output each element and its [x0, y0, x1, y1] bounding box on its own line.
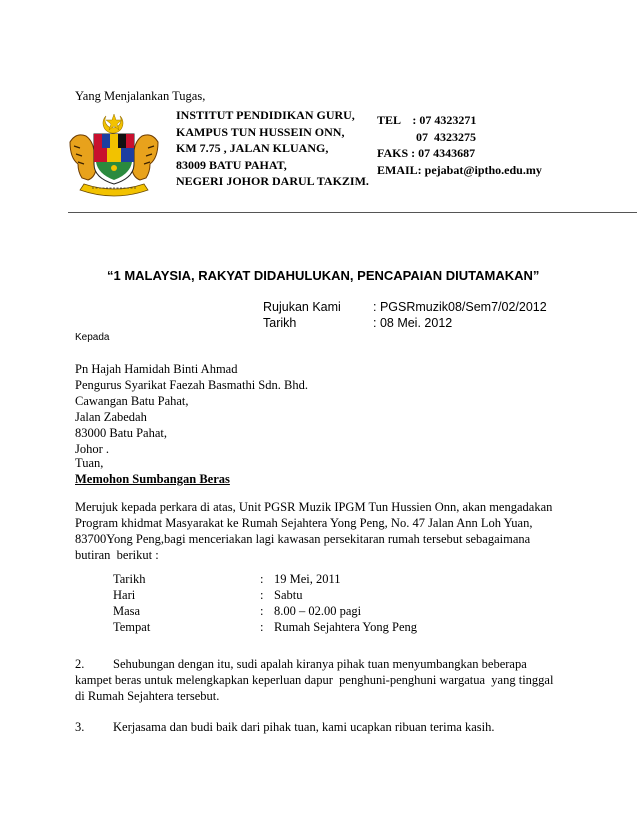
paragraph-line: di Rumah Sejahtera tersebut.	[75, 689, 220, 703]
detail-label: Tempat	[113, 620, 151, 634]
malaysia-coat-of-arms-icon	[62, 112, 166, 198]
greeting: Yang Menjalankan Tugas,	[75, 89, 206, 103]
event-details	[113, 571, 417, 635]
subject-line: Memohon Sumbangan Beras	[75, 472, 230, 486]
paragraph-line: 83700Yong Peng,bagi menceriakan lagi kawasan persekitaran rumah tersebut sebagaimana	[75, 532, 531, 546]
reference-row	[263, 299, 547, 315]
paragraph-2	[75, 656, 553, 704]
institution-line: INSTITUT PENDIDIKAN GURU,	[176, 108, 355, 122]
slogan: “1 MALAYSIA, RAKYAT DIDAHULUKAN, PENCAPAIAN DIUTAMAKAN”	[107, 268, 540, 283]
institution-line: NEGERI JOHOR DARUL TAKZIM.	[176, 174, 369, 188]
institution-line: KAMPUS TUN HUSSEIN ONN,	[176, 124, 345, 139]
detail-value: Sabtu	[274, 588, 303, 602]
institution-line: 83009 BATU PAHAT,	[176, 157, 287, 172]
kepada-label: Kepada	[75, 332, 110, 343]
reference-row	[263, 315, 547, 331]
paragraph-line: Merujuk kepada perkara di atas, Unit PGSR Muzik IPGM Tun Hussien Onn, akan mengadakan	[75, 500, 553, 514]
detail-row	[113, 587, 417, 603]
reference-block	[263, 299, 547, 331]
contact-info	[377, 112, 542, 178]
detail-colon: :	[260, 588, 264, 602]
detail-label: Hari	[113, 588, 136, 602]
reference-value: : 08 Mei. 2012	[373, 316, 453, 330]
paragraph-line: Program khidmat Masyarakat ke Rumah Sejahtera Yong Peng, No. 47 Jalan Ann Loh Yuan,	[75, 516, 533, 530]
detail-row	[113, 619, 417, 635]
detail-label: Tarikh	[113, 572, 146, 586]
paragraph-3	[75, 719, 494, 735]
recipient-line: 83000 Batu Pahat,	[75, 426, 168, 440]
contact-line: 07 4323275	[377, 129, 476, 144]
contact-line: FAKS : 07 4343687	[377, 146, 476, 160]
paragraph-number: 3.	[75, 720, 85, 734]
reference-label: Rujukan Kami	[263, 300, 341, 314]
recipient-line: Cawangan Batu Pahat,	[75, 394, 189, 408]
paragraph-line: Sehubungan dengan itu, sudi apalah kiranya pihak tuan menyumbangkan beberapa	[113, 657, 527, 671]
reference-label: Tarikh	[263, 316, 297, 330]
paragraph-line: kampet beras untuk melengkapkan keperluan dapur penghuni-penghuni wargatua yang tinggal	[75, 673, 554, 687]
detail-colon: :	[260, 572, 264, 586]
detail-colon: :	[260, 604, 264, 618]
paragraph-1	[75, 499, 555, 563]
paragraph-text: Kerjasama dan budi baik dari pihak tuan, kami ucapkan ribuan terima kasih.	[113, 720, 495, 734]
detail-row	[113, 603, 417, 619]
detail-value: 19 Mei, 2011	[274, 572, 341, 586]
contact-line: TEL : 07 4323271	[377, 113, 477, 127]
recipient-address	[75, 361, 308, 457]
recipient-line: Jalan Zabedah	[75, 410, 147, 424]
contact-line: EMAIL: pejabat@iptho.edu.my	[377, 162, 542, 177]
salutation: Tuan,	[75, 456, 104, 470]
detail-colon: :	[260, 620, 264, 634]
paragraph-line: butiran berikut :	[75, 548, 159, 562]
detail-label: Masa	[113, 604, 141, 618]
paragraph-number: 2.	[75, 657, 85, 671]
recipient-line: Pengurus Syarikat Faezah Basmathi Sdn. Bhd.	[75, 378, 308, 392]
detail-value: Rumah Sejahtera Yong Peng	[274, 620, 418, 634]
institution-address	[176, 107, 369, 190]
header-divider	[68, 212, 637, 213]
reference-value: : PGSRmuzik08/Sem7/02/2012	[373, 300, 547, 314]
detail-value: 8.00 – 02.00 pagi	[274, 604, 362, 618]
recipient-line: Pn Hajah Hamidah Binti Ahmad	[75, 362, 238, 376]
detail-row	[113, 571, 417, 587]
recipient-line: Johor .	[75, 442, 110, 456]
institution-line: KM 7.75 , JALAN KLUANG,	[176, 141, 329, 155]
